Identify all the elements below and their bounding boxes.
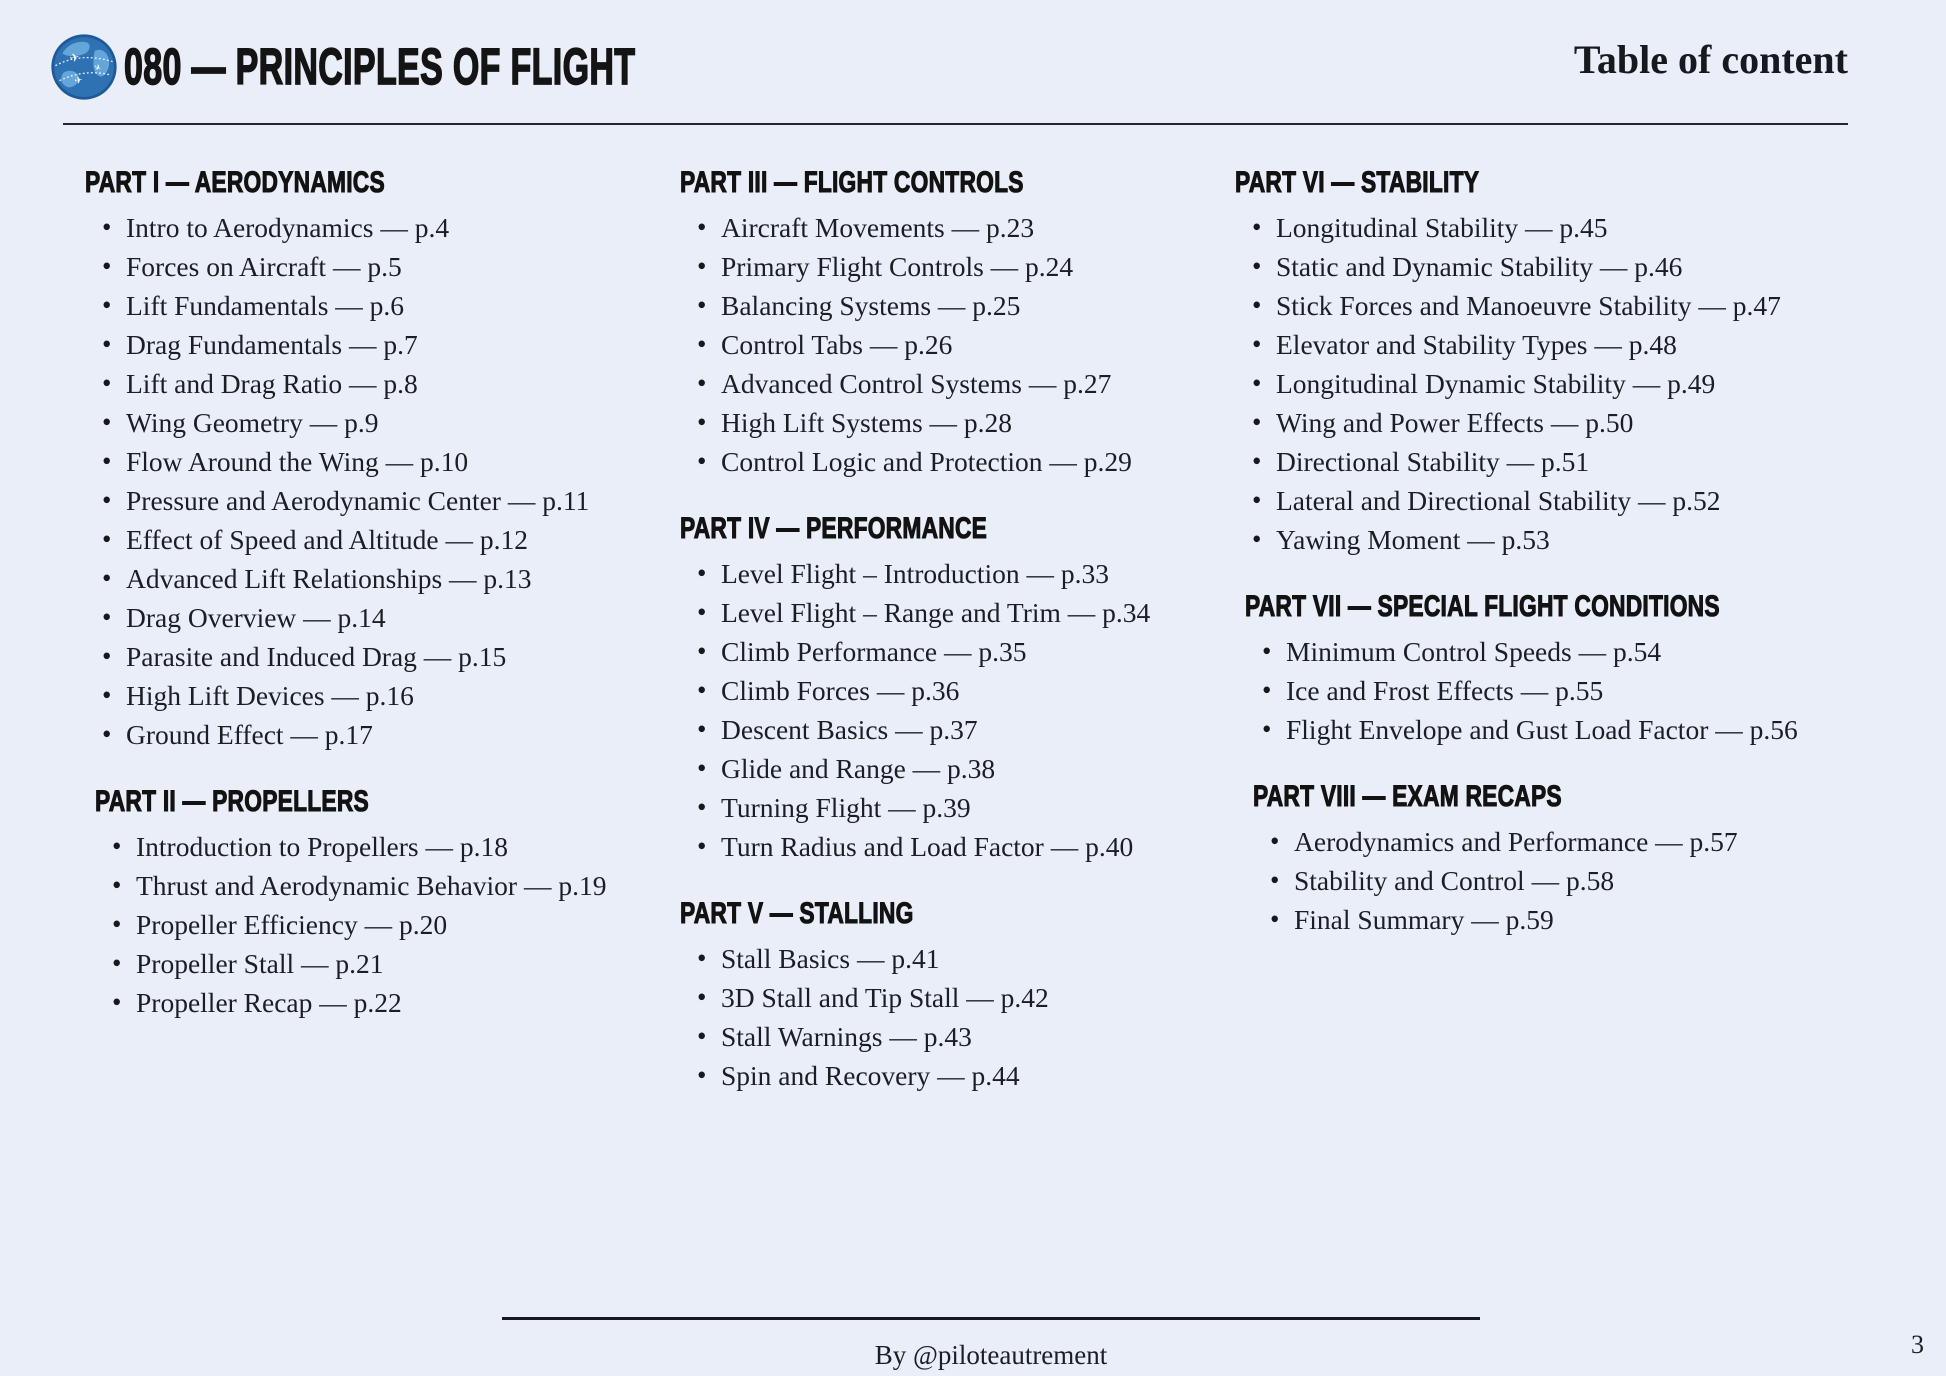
toc-section — [680, 512, 1235, 866]
toc-item: • Level Flight – Introduction — p.33 — [680, 554, 1235, 593]
author-credit: By @piloteautrement — [874, 1340, 1108, 1370]
toc-item: • Stability and Control — p.58 — [1253, 861, 1855, 900]
toc-item: • Stick Forces and Manoeuvre Stability — p.47 — [1235, 286, 1855, 325]
toc-item: • Advanced Control Systems — p.27 — [680, 364, 1235, 403]
toc-item: • Forces on Aircraft — p.5 — [85, 247, 680, 286]
toc-item: • Propeller Efficiency — p.20 — [95, 905, 680, 944]
toc-item: • Balancing Systems — p.25 — [680, 286, 1235, 325]
toc-column-3 — [1235, 166, 1855, 939]
toc-item: • Primary Flight Controls — p.24 — [680, 247, 1235, 286]
toc-item: • Turning Flight — p.39 — [680, 788, 1235, 827]
toc-item: • High Lift Systems — p.28 — [680, 403, 1235, 442]
toc-item: • Yawing Moment — p.53 — [1235, 520, 1855, 559]
toc-list — [680, 208, 1235, 481]
toc-item: • Aircraft Movements — p.23 — [680, 208, 1235, 247]
footer-divider — [502, 1317, 1480, 1320]
globe-logo-icon — [50, 33, 118, 101]
toc-item: • Minimum Control Speeds — p.54 — [1245, 632, 1855, 671]
part-heading: PART IV — PERFORMANCE — [680, 512, 988, 545]
toc-section — [95, 785, 680, 1022]
toc-item: • Pressure and Aerodynamic Center — p.11 — [85, 481, 680, 520]
toc-item: • Effect of Speed and Altitude — p.12 — [85, 520, 680, 559]
page-title: Table of content — [1573, 37, 1848, 82]
toc-item: • Glide and Range — p.38 — [680, 749, 1235, 788]
toc-list — [1245, 632, 1855, 749]
toc-section — [680, 897, 1235, 1095]
toc-section — [1235, 166, 1855, 559]
toc-item: • Final Summary — p.59 — [1253, 900, 1855, 939]
toc-item: • Wing and Power Effects — p.50 — [1235, 403, 1855, 442]
toc-item: • Advanced Lift Relationships — p.13 — [85, 559, 680, 598]
header-divider — [63, 123, 1848, 125]
toc-item: • Static and Dynamic Stability — p.46 — [1235, 247, 1855, 286]
toc-list — [95, 827, 680, 1022]
toc-content — [85, 166, 1906, 1095]
toc-item: • Drag Fundamentals — p.7 — [85, 325, 680, 364]
toc-item: • Control Tabs — p.26 — [680, 325, 1235, 364]
part-heading: PART VII — SPECIAL FLIGHT CONDITIONS — [1245, 590, 1720, 623]
part-heading: PART III — FLIGHT CONTROLS — [680, 166, 1024, 199]
toc-list — [85, 208, 680, 754]
part-heading: PART VIII — EXAM RECAPS — [1253, 780, 1562, 813]
toc-item: • Level Flight – Range and Trim — p.34 — [680, 593, 1235, 632]
toc-item: • Ground Effect — p.17 — [85, 715, 680, 754]
page-number: 3 — [1911, 1330, 1924, 1359]
part-heading: PART II — PROPELLERS — [95, 785, 369, 818]
toc-item: • 3D Stall and Tip Stall — p.42 — [680, 978, 1235, 1017]
toc-item: • Climb Performance — p.35 — [680, 632, 1235, 671]
toc-item: • Parasite and Induced Drag — p.15 — [85, 637, 680, 676]
toc-column-1 — [85, 166, 680, 1022]
toc-item: • Climb Forces — p.36 — [680, 671, 1235, 710]
svg-text:✈: ✈ — [68, 50, 81, 66]
toc-item: • Propeller Recap — p.22 — [95, 983, 680, 1022]
toc-item: • Flow Around the Wing — p.10 — [85, 442, 680, 481]
toc-list — [680, 939, 1235, 1095]
toc-item: • Spin and Recovery — p.44 — [680, 1056, 1235, 1095]
toc-item: • Ice and Frost Effects — p.55 — [1245, 671, 1855, 710]
toc-item: • High Lift Devices — p.16 — [85, 676, 680, 715]
toc-item: • Stall Warnings — p.43 — [680, 1017, 1235, 1056]
part-heading: PART V — STALLING — [680, 897, 914, 930]
toc-section — [1245, 590, 1855, 749]
toc-item: • Control Logic and Protection — p.29 — [680, 442, 1235, 481]
toc-item: • Lift and Drag Ratio — p.8 — [85, 364, 680, 403]
toc-item: • Thrust and Aerodynamic Behavior — p.19 — [95, 866, 680, 905]
toc-item: • Aerodynamics and Performance — p.57 — [1253, 822, 1855, 861]
svg-text:✈: ✈ — [73, 75, 84, 87]
toc-item: • Descent Basics — p.37 — [680, 710, 1235, 749]
part-heading: PART I — AERODYNAMICS — [85, 166, 385, 199]
toc-section — [680, 166, 1235, 481]
toc-item: • Lateral and Directional Stability — p.52 — [1235, 481, 1855, 520]
toc-item: • Flight Envelope and Gust Load Factor — p.56 — [1245, 710, 1855, 749]
toc-column-2 — [680, 166, 1235, 1095]
toc-section — [85, 166, 680, 754]
part-heading: PART VI — STABILITY — [1235, 166, 1480, 199]
toc-section — [1253, 780, 1855, 939]
toc-item: • Directional Stability — p.51 — [1235, 442, 1855, 481]
toc-item: • Drag Overview — p.14 — [85, 598, 680, 637]
toc-item: • Longitudinal Dynamic Stability — p.49 — [1235, 364, 1855, 403]
toc-item: • Turn Radius and Load Factor — p.40 — [680, 827, 1235, 866]
svg-text:✈: ✈ — [92, 62, 103, 74]
toc-item: • Lift Fundamentals — p.6 — [85, 286, 680, 325]
toc-list — [680, 554, 1235, 866]
toc-item: • Intro to Aerodynamics — p.4 — [85, 208, 680, 247]
toc-list — [1235, 208, 1855, 559]
toc-item: • Elevator and Stability Types — p.48 — [1235, 325, 1855, 364]
toc-list — [1253, 822, 1855, 939]
toc-item: • Wing Geometry — p.9 — [85, 403, 680, 442]
toc-item: • Propeller Stall — p.21 — [95, 944, 680, 983]
toc-item: • Stall Basics — p.41 — [680, 939, 1235, 978]
document-title: 080 — PRINCIPLES OF FLIGHT — [124, 37, 636, 96]
toc-item: • Longitudinal Stability — p.45 — [1235, 208, 1855, 247]
toc-item: • Introduction to Propellers — p.18 — [95, 827, 680, 866]
